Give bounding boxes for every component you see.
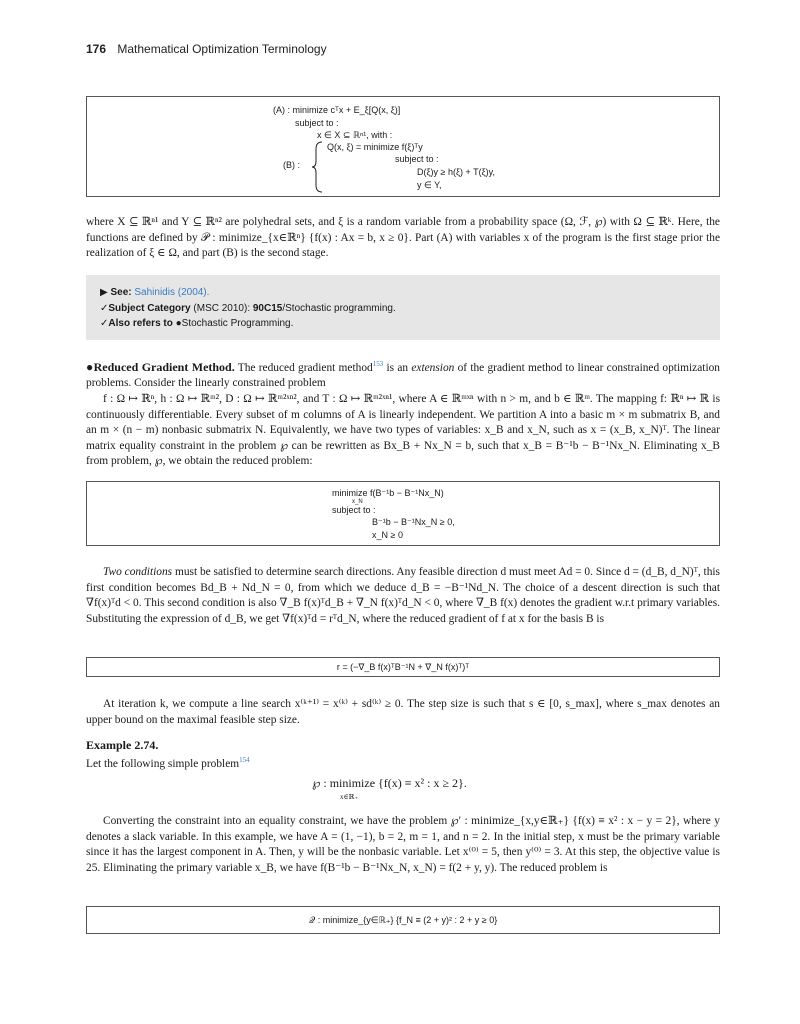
also-refers-label: ✓Also refers to: [100, 318, 173, 329]
paragraph-reduced-gradient: [86, 357, 720, 470]
paragraph-conditions: [86, 565, 720, 627]
formula-line: x ∈ X ⊆ ℝⁿ¹, with :: [317, 130, 393, 140]
formula-line: subject to :: [332, 505, 376, 515]
formula-line: (A) : minimize cᵀx + E_ξ[Q(x, ξ)]: [273, 105, 401, 115]
formula-subscript: x_N: [352, 499, 363, 505]
formula-line: r = (−∇_B f(x)ᵀB⁻¹N + ∇_N f(x)ᵀ)ᵀ: [336, 662, 470, 672]
page-number: 176: [86, 42, 107, 56]
entry-title: ●Reduced Gradient Method.: [86, 359, 235, 374]
lead-emphasis: Two conditions: [103, 566, 173, 578]
paragraph-text: Converting the constraint into an equality constraint, we have the problem ℘′ : minimize_{x,y∈ℝ₊} {f(x) ≡ x² : x − y = 2}, where y denotes a slack variable. In this example, we have A = (1, −1), b = 2, m = 1, and n = 2. In the initial step, x must be the primary variable since it has the largest component in A. Then, y will be the nonbasic variable. Let x⁽⁰⁾ = 5, then y⁽⁰⁾ = 3. At this step, the objective value is 25. Eliminating the primary variable x_B, we have f(B⁻¹b − B⁻¹Nx_N, x_N) = f(2 + y, y). The reduced problem is: [86, 815, 720, 874]
see-line: [100, 285, 706, 301]
example-intro: [86, 753, 720, 772]
paragraph-text: must be satisfied to determine search directions. Any feasible direction d must meet Ad = 0. Since d = (d_B, d_N)ᵀ, this first condition becomes Bd_B + Nd_N = 0, from which we deduce d_B = −B⁻¹Nd_N. The choice of a descent direction is such that ∇f(x)ᵀd < 0. This second condition is also ∇_B f(x)ᵀd_B + ∇_N f(x)ᵀd_N < 0, where ∇_B f(x) denotes the gradient w.r.t primary variables. Substituting the expression of d_B, we get ∇f(x)ᵀd = rᵀd_N, where the reduced gradient of f at x for the basis B is: [86, 566, 720, 625]
intro-text: is an: [386, 361, 409, 374]
formula-label-b: (B) :: [283, 160, 300, 170]
category-line: [100, 301, 706, 317]
formula-box-stochastic: [86, 96, 720, 197]
category-code: 90C15: [252, 302, 283, 314]
category-text: (MSC 2010):: [193, 302, 251, 314]
paragraph-line-search: [86, 697, 720, 728]
example-equation: ℘ : minimize {f(x) ≡ x² : x ≥ 2}.: [312, 776, 467, 790]
footnote-marker[interactable]: 153: [372, 360, 384, 368]
intro-emphasis: extension: [411, 361, 455, 374]
running-title: Mathematical Optimization Terminology: [117, 42, 327, 56]
formula-box-reduced: [86, 481, 720, 546]
also-refers-text: ●Stochastic Programming.: [175, 318, 294, 329]
intro-text: of the gradient method to linear constrained optimization problems. Consider the linearly constrained problem: [86, 361, 720, 390]
formula-line: y ∈ Y,: [417, 180, 442, 190]
also-refers-line: [100, 316, 706, 332]
formula-box-gradient: [86, 657, 720, 677]
formula-line: subject to :: [395, 154, 439, 164]
paragraph-text: where X ⊆ ℝⁿ¹ and Y ⊆ ℝⁿ² are polyhedral sets, and ξ is a random variable from a probability space (Ω, ℱ, ℘) with Ω ⊆ ℝᵏ. Here, the functions are defined by 𝒫 : minimize_{x∈ℝⁿ} {f(x) : Ax = b, x ≥ 0}. Part (A) with variables x of the program is the first stage prior the realization of ξ ∈ Ω, and part (B) is the second stage.: [86, 216, 720, 260]
formula-line: D(ξ)y ≥ h(ξ) + T(ξ)y,: [417, 167, 495, 177]
formula-line: 𝒬 : minimize_{y∈ℝ₊} {f_N ≡ (2 + y)² : 2 + y ≥ 0}: [308, 915, 498, 925]
see-reference-link[interactable]: Sahinidis (2004).: [134, 287, 210, 298]
paragraph-text: At iteration k, we compute a line search x⁽ᵏ⁺¹⁾ = x⁽ᵏ⁾ + sd⁽ᵏ⁾ ≥ 0. The step size is such that s ∈ [0, s_max], where s_max denotes an upper bound on the maximal feasible step size.: [86, 698, 720, 726]
running-header: [86, 42, 327, 56]
formula-line: x_N ≥ 0: [372, 530, 403, 540]
footnote-marker[interactable]: 154: [239, 756, 250, 764]
paragraph-stochastic: [86, 215, 720, 262]
brace-icon: [312, 141, 324, 193]
formula-line: B⁻¹b − B⁻¹Nx_N ≥ 0,: [372, 517, 455, 527]
formula-line: minimize f(B⁻¹b − B⁻¹Nx_N): [332, 488, 444, 498]
example-intro-text: Let the following simple problem: [86, 757, 240, 770]
formula-line: Q(x, ξ) = minimize f(ξ)ᵀy: [327, 142, 423, 152]
example-equation-subscript: x∈ℝ₊: [340, 793, 359, 801]
formula-box-q: [86, 906, 720, 934]
paragraph-example: [86, 814, 720, 876]
see-also-box: [86, 275, 720, 340]
paragraph-text: f : Ω ↦ ℝⁿ, h : Ω ↦ ℝᵐ², D : Ω ↦ ℝᵐ²ˣⁿ², and T : Ω ↦ ℝᵐ²ˣⁿ¹, where A ∈ ℝᵐˣⁿ with n > m, and b ∈ ℝᵐ. The mapping f: ℝⁿ ↦ ℝ is continuously differentiable. Every subset of m columns of A is linearly independent. We partition A into a basic m × m submatrix B, and an m × (n − m) nonbasic submatrix N. Equivalently, we have two types of variables: x_B and x_N, such as x = (x_B, x_N)ᵀ. The linear matrix equality constraint in the problem ℘ can be rewritten as Bx_B + Nx_N = b, such that x_B = B⁻¹b − B⁻¹Nx_N. Eliminating x_B from problem, ℘, we obtain the reduced problem:: [86, 392, 720, 468]
formula-line: subject to :: [295, 118, 339, 128]
category-rest: /Stochastic programming.: [282, 302, 396, 314]
example-title: Example 2.74.: [86, 738, 159, 752]
intro-text: The reduced gradient method: [237, 361, 373, 374]
see-label: ▶ See:: [100, 287, 132, 298]
category-label: ✓Subject Category: [100, 302, 191, 314]
